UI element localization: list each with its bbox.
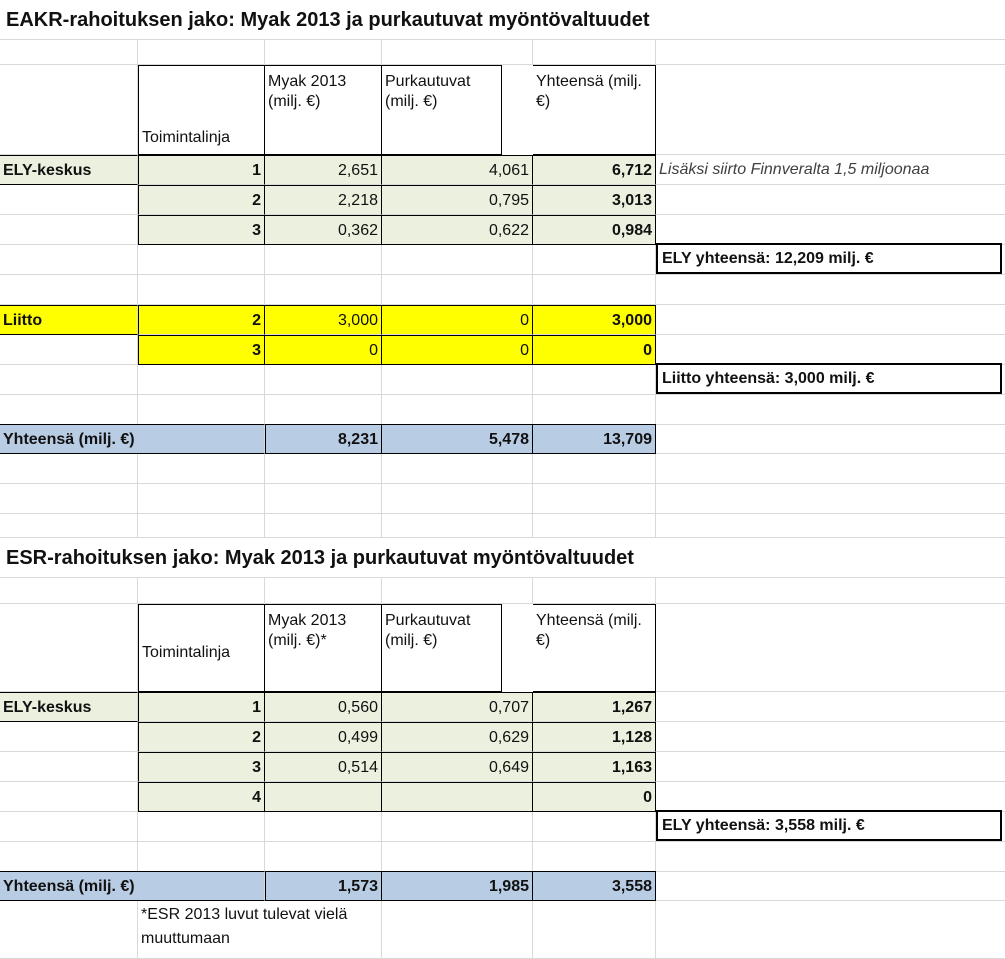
empty-cell — [265, 365, 382, 395]
eakr-liitto-row-2 — [0, 335, 1005, 365]
empty-cell — [656, 782, 1005, 812]
empty-cell — [656, 692, 1005, 722]
eakr-liitto-myak: 0 — [265, 335, 382, 365]
esr-total-purkautuvat: 1,985 — [382, 871, 533, 901]
eakr-total-yhteensa: 13,709 — [533, 424, 656, 454]
eakr-liitto-total-box: Liitto yhteensä: 3,000 milj. € — [656, 363, 1002, 394]
empty-cell — [656, 842, 1005, 872]
empty-cell — [0, 335, 138, 365]
esr-ely-purkautuvat: 0,629 — [382, 722, 533, 752]
blank-row — [0, 395, 1005, 425]
empty-cell — [533, 395, 656, 425]
empty-cell — [138, 395, 265, 425]
empty-cell — [0, 365, 138, 395]
empty-cell — [0, 752, 138, 782]
empty-cell — [138, 245, 265, 275]
empty-cell — [0, 185, 138, 215]
esr-ely-row-4 — [0, 782, 1005, 812]
esr-ely-linja: 4 — [138, 782, 265, 812]
empty-cell — [0, 604, 138, 692]
eakr-title: EAKR-rahoituksen jako: Myak 2013 ja purkautuvat myöntövaltuudet — [0, 0, 1005, 40]
eakr-ely-purkautuvat: 0,795 — [382, 185, 533, 215]
esr-ely-row-3 — [0, 752, 1005, 782]
esr-ely-linja: 2 — [138, 722, 265, 752]
empty-cell — [0, 275, 138, 305]
eakr-ely-linja: 2 — [138, 185, 265, 215]
eakr-header-toimintalinja: Toimintalinja — [138, 65, 265, 155]
empty-cell — [265, 514, 382, 538]
empty-cell — [656, 395, 1005, 425]
esr-header-row — [0, 604, 1005, 692]
blank-row — [0, 275, 1005, 305]
eakr-ely-myak: 2,218 — [265, 185, 382, 215]
empty-cell — [656, 901, 1005, 959]
empty-cell — [533, 245, 656, 275]
empty-cell — [656, 185, 1005, 215]
blank-row — [0, 454, 1005, 484]
empty-cell — [382, 578, 533, 604]
empty-cell — [265, 40, 382, 65]
empty-cell — [533, 454, 656, 484]
esr-ely-linja: 1 — [138, 692, 265, 722]
empty-cell — [265, 395, 382, 425]
esr-total-yhteensa: 3,558 — [533, 871, 656, 901]
eakr-liitto-yhteensa: 0 — [533, 335, 656, 365]
empty-cell — [656, 275, 1005, 305]
eakr-ely-yhteensa: 3,013 — [533, 185, 656, 215]
eakr-ely-row-2 — [0, 185, 1005, 215]
empty-cell — [656, 578, 1005, 604]
esr-header-toimintalinja: Toimintalinja — [138, 604, 265, 692]
esr-ely-row-2 — [0, 722, 1005, 752]
eakr-ely-total-box: ELY yhteensä: 12,209 milj. € — [656, 243, 1002, 274]
esr-total-row — [0, 871, 1005, 901]
empty-cell — [382, 245, 533, 275]
empty-cell — [0, 812, 138, 842]
eakr-header-purkautuvat: Purkautuvat (milj. €) — [382, 65, 502, 155]
empty-cell — [656, 454, 1005, 484]
empty-cell — [656, 484, 1005, 514]
empty-cell — [533, 40, 656, 65]
eakr-ely-purkautuvat: 0,622 — [382, 215, 533, 245]
blank-row — [0, 484, 1005, 514]
empty-cell — [656, 305, 1005, 335]
eakr-ely-myak: 2,651 — [265, 155, 382, 185]
esr-ely-yhteensa: 1,128 — [533, 722, 656, 752]
empty-cell — [533, 365, 656, 395]
empty-cell — [0, 65, 138, 155]
eakr-header-yhteensa: Yhteensä (milj. €) — [533, 65, 656, 155]
esr-ely-yhteensa: 1,267 — [533, 692, 656, 722]
esr-ely-yhteensa: 0 — [533, 782, 656, 812]
empty-cell — [138, 40, 265, 65]
empty-cell — [382, 901, 533, 959]
esr-total-label: Yhteensä (milj. €) — [0, 871, 265, 901]
empty-cell — [533, 514, 656, 538]
empty-cell — [533, 484, 656, 514]
eakr-liitto-purkautuvat: 0 — [382, 305, 533, 335]
esr-footnote-row — [0, 901, 1005, 959]
eakr-liitto-label: Liitto — [0, 305, 138, 335]
empty-cell — [265, 578, 382, 604]
esr-header-yhteensa: Yhteensä (milj. €) — [533, 604, 656, 692]
empty-cell — [138, 454, 265, 484]
empty-cell — [0, 514, 138, 538]
empty-cell — [382, 484, 533, 514]
blank-row — [0, 578, 1005, 604]
eakr-ely-row-3 — [0, 215, 1005, 245]
esr-ely-linja: 3 — [138, 752, 265, 782]
empty-cell — [656, 722, 1005, 752]
eakr-liitto-yhteensa: 3,000 — [533, 305, 656, 335]
eakr-ely-purkautuvat: 4,061 — [382, 155, 533, 185]
eakr-ely-linja: 3 — [138, 215, 265, 245]
esr-ely-label: ELY-keskus — [0, 692, 138, 722]
empty-cell — [265, 484, 382, 514]
empty-cell — [265, 812, 382, 842]
esr-footnote: *ESR 2013 luvut tulevat vielä muuttumaan — [138, 901, 382, 959]
empty-cell — [656, 871, 1005, 901]
empty-cell — [138, 484, 265, 514]
esr-ely-myak: 0,499 — [265, 722, 382, 752]
empty-cell — [0, 782, 138, 812]
empty-cell — [0, 395, 138, 425]
esr-total-myak: 1,573 — [265, 871, 382, 901]
empty-cell — [265, 245, 382, 275]
esr-header-myak: Myak 2013 (milj. €)* — [265, 604, 382, 692]
empty-cell — [533, 812, 656, 842]
esr-ely-purkautuvat — [382, 782, 533, 812]
blank-row — [0, 842, 1005, 872]
esr-title: ESR-rahoituksen jako: Myak 2013 ja purkautuvat myöntövaltuudet — [0, 538, 1005, 578]
empty-cell — [656, 40, 1005, 65]
eakr-title-row — [0, 0, 1005, 40]
empty-cell — [265, 842, 382, 872]
empty-cell — [656, 424, 1005, 454]
eakr-total-row — [0, 424, 1005, 454]
eakr-header-row — [0, 65, 1005, 155]
empty-cell — [656, 215, 1005, 245]
eakr-ely-linja: 1 — [138, 155, 265, 185]
empty-cell — [0, 578, 138, 604]
esr-ely-purkautuvat: 0,649 — [382, 752, 533, 782]
empty-cell — [656, 335, 1005, 365]
empty-cell — [533, 901, 656, 959]
empty-cell — [265, 275, 382, 305]
esr-ely-purkautuvat: 0,707 — [382, 692, 533, 722]
empty-cell — [0, 40, 138, 65]
empty-cell — [382, 275, 533, 305]
empty-cell — [0, 842, 138, 872]
eakr-total-label: Yhteensä (milj. €) — [0, 424, 265, 454]
eakr-ely-yhteensa: 0,984 — [533, 215, 656, 245]
empty-cell — [533, 275, 656, 305]
empty-cell — [382, 40, 533, 65]
esr-header-purkautuvat: Purkautuvat (milj. €) — [382, 604, 502, 692]
empty-cell — [656, 752, 1005, 782]
empty-cell — [138, 365, 265, 395]
esr-ely-myak: 0,560 — [265, 692, 382, 722]
empty-cell — [656, 65, 1005, 155]
esr-ely-yhteensa: 1,163 — [533, 752, 656, 782]
eakr-ely-label: ELY-keskus — [0, 155, 138, 185]
esr-title-row — [0, 538, 1005, 578]
empty-cell — [0, 722, 138, 752]
empty-cell — [382, 365, 533, 395]
empty-cell — [138, 842, 265, 872]
blank-row — [0, 40, 1005, 65]
empty-cell — [0, 484, 138, 514]
esr-ely-myak — [265, 782, 382, 812]
empty-cell — [382, 812, 533, 842]
eakr-header-myak: Myak 2013 (milj. €) — [265, 65, 382, 155]
eakr-ely-myak: 0,362 — [265, 215, 382, 245]
empty-cell — [533, 842, 656, 872]
empty-cell — [138, 514, 265, 538]
empty-cell — [0, 245, 138, 275]
empty-cell — [0, 215, 138, 245]
esr-ely-total-box: ELY yhteensä: 3,558 milj. € — [656, 810, 1002, 841]
empty-cell — [0, 901, 138, 959]
eakr-total-myak: 8,231 — [265, 424, 382, 454]
eakr-ely-yhteensa: 6,712 — [533, 155, 656, 185]
empty-cell — [382, 842, 533, 872]
eakr-liitto-myak: 3,000 — [265, 305, 382, 335]
eakr-ely-note: Lisäksi siirto Finnveralta 1,5 miljoonaa — [656, 155, 1005, 185]
eakr-liitto-linja: 3 — [138, 335, 265, 365]
empty-cell — [656, 604, 1005, 692]
esr-ely-row-1 — [0, 692, 1005, 722]
empty-cell — [382, 454, 533, 484]
esr-ely-myak: 0,514 — [265, 752, 382, 782]
empty-cell — [0, 454, 138, 484]
blank-row — [0, 514, 1005, 538]
empty-cell — [138, 812, 265, 842]
eakr-ely-row-1 — [0, 155, 1005, 185]
empty-cell — [656, 514, 1005, 538]
empty-cell — [265, 454, 382, 484]
eakr-liitto-linja: 2 — [138, 305, 265, 335]
eakr-liitto-row-1 — [0, 305, 1005, 335]
empty-cell — [138, 578, 265, 604]
empty-cell — [533, 578, 656, 604]
empty-cell — [138, 275, 265, 305]
eakr-total-purkautuvat: 5,478 — [382, 424, 533, 454]
empty-cell — [382, 514, 533, 538]
eakr-liitto-purkautuvat: 0 — [382, 335, 533, 365]
empty-cell — [382, 395, 533, 425]
